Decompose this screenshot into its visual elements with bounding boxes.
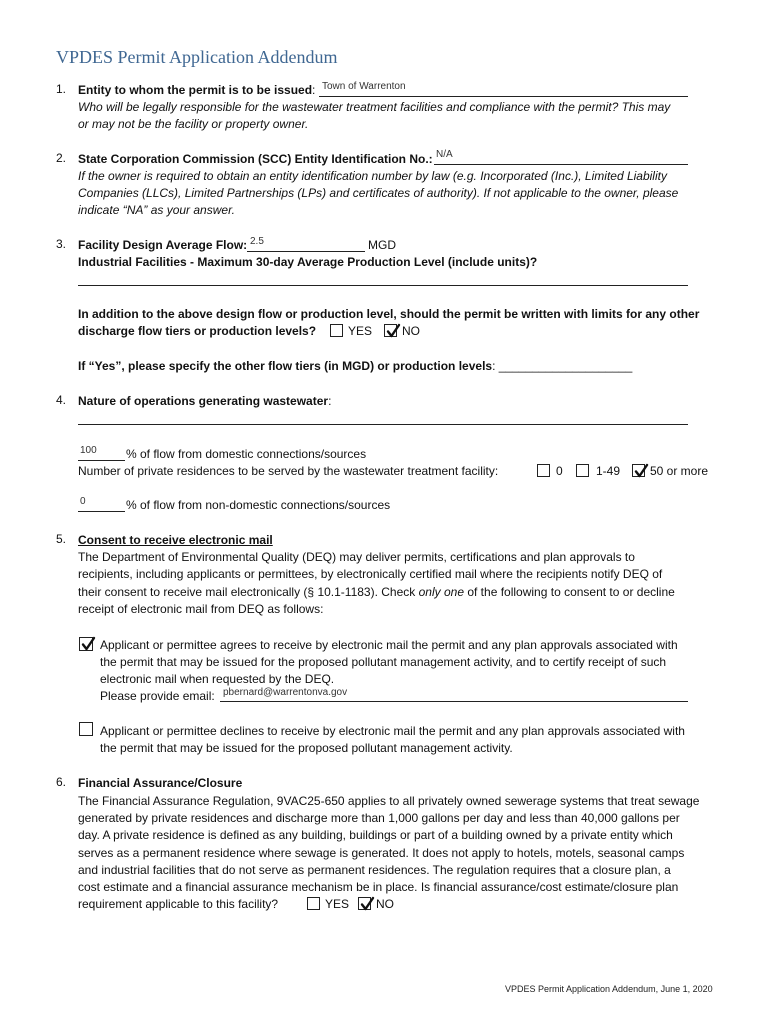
scc-underline (434, 164, 688, 165)
domestic-percent-field[interactable]: 100 (80, 445, 97, 456)
domestic-text: % of flow from domestic connections/sources (126, 447, 367, 461)
email-field[interactable]: pbernard@warrentonva.gov (223, 687, 348, 698)
design-flow-field[interactable]: 2.5 (250, 236, 264, 247)
flow-tiers-yes-label: YES (348, 324, 373, 338)
page-footer: VPDES Permit Application Addendum, June 1, 2020 (505, 984, 713, 994)
checkmark-icon (633, 463, 649, 479)
residences-0-checkbox[interactable] (537, 464, 550, 477)
scc-note-line1: If the owner is required to obtain an entity identification number by law (e.g. Incorporated (Inc.), Limited Liability (78, 169, 667, 183)
design-flow-label: Facility Design Average Flow: (78, 238, 248, 252)
residences-1-49-checkbox[interactable] (576, 464, 589, 477)
consent-decline-checkbox[interactable] (79, 722, 93, 736)
scc-note-line3: indicate “NA” as your answer. (78, 203, 235, 217)
checkmark-icon (385, 323, 401, 339)
financial-yes-checkbox[interactable] (307, 897, 320, 910)
section-number: 6. (56, 775, 67, 789)
flow-tiers-question-line2: discharge flow tiers or production levels? (78, 324, 317, 338)
nondomestic-underline (78, 511, 125, 512)
section-number: 2. (56, 151, 67, 165)
consent-decline-line2: the permit that may be issued for the proposed pollutant management activity. (100, 741, 513, 755)
section-number: 4. (56, 393, 67, 407)
consent-agree-checkbox[interactable] (79, 637, 93, 651)
nondomestic-text: % of flow from non-domestic connections/sources (126, 498, 391, 512)
consent-agree-line3: electronic mail when requested by the DEQ. (100, 672, 335, 686)
entity-note-line1: Who will be legally responsible for the wastewater treatment facilities and compliance with the permit? This may (78, 100, 671, 114)
financial-label: Financial Assurance/Closure (78, 776, 243, 790)
consent-decline-line1: Applicant or permittee declines to receive by electronic mail the permit and any plan approvals associated with (100, 724, 685, 738)
residences-text: Number of private residences to be served by the wastewater treatment facility: (78, 464, 499, 478)
entity-field[interactable]: Town of Warrenton (322, 81, 406, 92)
consent-para-line3: their consent to receive mail electronically (§ 10.1-1183). Check only one of the following to consent to or decline (78, 585, 675, 599)
financial-para-line5: and industrial facilities that do not serve as permanent residences. The regulation requires that a closure plan, a (78, 863, 671, 877)
industrial-underline[interactable] (78, 285, 688, 286)
entity-note-line2: or may not be the facility or property owner. (78, 117, 309, 131)
financial-para-line1: The Financial Assurance Regulation, 9VAC25-650 applies to all privately owned sewerage systems that treat sewage (78, 794, 700, 808)
residences-50-plus-checkbox[interactable] (632, 464, 645, 477)
entity-underline (319, 96, 688, 97)
scc-label: State Corporation Commission (SCC) Entity Identification No.: (78, 152, 433, 166)
residences-50-plus-label: 50 or more (650, 464, 709, 478)
consent-para-line1: The Department of Environmental Quality (DEQ) may deliver permits, certifications and plan approvals to (78, 550, 635, 564)
flow-tiers-yes-checkbox[interactable] (330, 324, 343, 337)
financial-no-checkbox[interactable] (358, 897, 371, 910)
financial-no-label: NO (376, 897, 394, 911)
consent-label: Consent to receive electronic mail (78, 533, 273, 547)
email-label: Please provide email: (100, 689, 215, 703)
operations-underline[interactable] (78, 424, 688, 425)
checkmark-icon (80, 636, 96, 652)
flow-tiers-if-yes: If “Yes”, please specify the other flow tiers (in MGD) or production levels: ____________________ (78, 359, 633, 373)
consent-agree-line1: Applicant or permittee agrees to receive by electronic mail the permit and any plan approvals associated with (100, 638, 678, 652)
flow-tiers-no-checkbox[interactable] (384, 324, 397, 337)
entity-label: Entity to whom the permit is to be issued: (78, 83, 316, 97)
consent-agree-line2: the permit that may be issued for the proposed pollutant management activity, and to certify receipt of such (100, 655, 667, 669)
industrial-label: Industrial Facilities - Maximum 30-day Average Production Level (include units)? (78, 255, 538, 269)
design-flow-unit: MGD (368, 238, 396, 252)
financial-para-line2: generated by private residences and discharge more than 1,000 gallons per day and less than 40,000 gallons per (78, 811, 680, 825)
residences-1-49-label: 1-49 (596, 464, 621, 478)
financial-yes-label: YES (325, 897, 350, 911)
operations-label: Nature of operations generating wastewater: (78, 394, 332, 408)
checkmark-icon (359, 896, 375, 912)
consent-para-line4: receipt of electronic mail from DEQ as follows: (78, 602, 324, 616)
financial-para-line3: day. A private residence is defined as any building, buildings or part of a building owned by a private entity which (78, 828, 673, 842)
financial-para-line4: serves as a permanent residence where sewage is generated. It does not apply to hotels, motels, seasonal camps (78, 846, 685, 860)
domestic-underline (78, 460, 125, 461)
section-number: 1. (56, 82, 67, 96)
financial-para-line6: cost estimate and a financial assurance mechanism be in place. Is financial assurance/cost estimate/closure plan (78, 880, 679, 894)
financial-para-line7: requirement applicable to this facility? (78, 897, 279, 911)
section-number: 5. (56, 532, 67, 546)
scc-note-line2: Companies (LLCs), Limited Partnerships (LPs) and certificates of authority). If not applicable to the owner, please (78, 186, 679, 200)
design-flow-underline (247, 251, 365, 252)
consent-para-line2: recipients, including applicants or permittees, by electronically certified mail where the recipients notify DEQ of (78, 567, 663, 581)
section-number: 3. (56, 237, 67, 251)
flow-tiers-no-label: NO (402, 324, 420, 338)
scc-field[interactable]: N/A (436, 149, 453, 160)
page-title: VPDES Permit Application Addendum (56, 47, 338, 67)
residences-0-label: 0 (556, 464, 563, 478)
email-underline (220, 701, 688, 702)
flow-tiers-question-line1: In addition to the above design flow or production level, should the permit be written with limits for any other (78, 307, 700, 321)
nondomestic-percent-field[interactable]: 0 (80, 496, 86, 507)
